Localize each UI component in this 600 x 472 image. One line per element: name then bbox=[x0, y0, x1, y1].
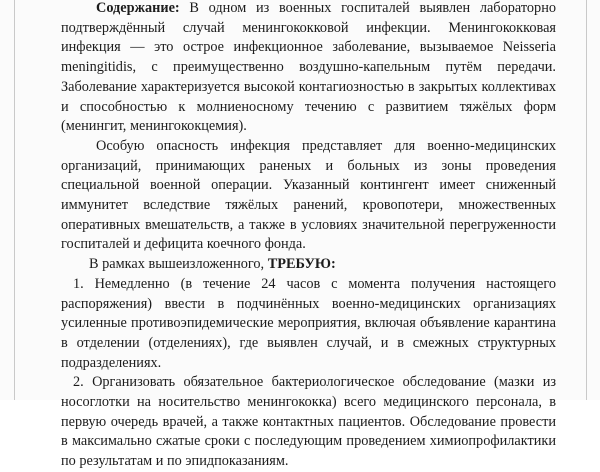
danger-line: Особую опасность инфекция представляет для военно-медицинских bbox=[96, 137, 556, 154]
list-item-line: в отделении (отделениях), где выявлен случай, и в смежных структурных bbox=[61, 334, 556, 351]
content-line: инфекция — это острое инфекционное заболевание, вызываемое Neisseria bbox=[61, 39, 556, 56]
demand-line: В рамках вышеизложенного, ТРЕБУЮ: bbox=[89, 256, 336, 273]
list-item-line: 2. Организовать обязательное бактериологическое обследование (мазки из bbox=[73, 374, 556, 391]
content-line: Заболевание характеризуется высокой контагиозностью в закрытых коллективах bbox=[61, 78, 556, 95]
danger-line: иммунитет вследствие тяжёлых ранений, кровопотери, множественных bbox=[61, 197, 556, 214]
list-item-line: первую очередь врачей, а также контактных пациентов. Обследование провести bbox=[61, 413, 556, 430]
demand-keyword: ТРЕБУЮ: bbox=[267, 256, 336, 273]
danger-line: госпиталей и дефицита коечного фонда. bbox=[61, 236, 306, 253]
list-item-1 bbox=[61, 275, 556, 374]
danger-line: организаций, принимающих раненых и больных из зоны проведения bbox=[61, 157, 556, 174]
danger-line: оперативных вмешательств, а также в условиях значительной перегруженности bbox=[61, 216, 556, 233]
danger-line: специальной военной операции. Указанный контингент имеет сниженный bbox=[61, 177, 556, 194]
page-right-edge bbox=[586, 0, 587, 400]
list-item-line: 1. Немедленно (в течение 24 часов с момента получения настоящего bbox=[73, 275, 556, 292]
document-body bbox=[61, 0, 556, 472]
list-item-2 bbox=[61, 373, 556, 472]
page-left-edge bbox=[14, 0, 15, 400]
list-item-line: усиленные противоэпидемические мероприятия, включая объявление карантина bbox=[61, 315, 556, 332]
demand-paragraph bbox=[61, 255, 556, 275]
list-item-line: подразделениях. bbox=[61, 354, 162, 371]
danger-paragraph bbox=[61, 137, 556, 255]
list-item-line: распоряжения) ввести в подчинённых военно-медицинских организациях bbox=[61, 295, 556, 312]
content-line: meningitidis, с преимущественно воздушно-капельным путём передачи. bbox=[61, 59, 556, 76]
content-line: подтверждённый случай менингококковой инфекции. Менингококковая bbox=[61, 19, 556, 36]
content-line: Содержание: В одном из военных госпиталей выявлен лабораторно bbox=[96, 0, 556, 16]
list-item-line: носоглотки на носительство менингококка) всего медицинского персонала, в bbox=[61, 394, 556, 411]
content-paragraph bbox=[61, 0, 556, 137]
content-line: и способностью к молниеносному течению с развитием тяжёлых форм bbox=[61, 98, 556, 115]
list-item-line: в максимально сжатые сроки с последующим проведением химиопрофилактики bbox=[61, 433, 556, 450]
content-line: (менингит, менингококцемия). bbox=[61, 118, 247, 135]
list-item-line: по результатам и по эпидпоказаниям. bbox=[61, 453, 289, 470]
content-heading: Содержание: bbox=[96, 0, 180, 16]
